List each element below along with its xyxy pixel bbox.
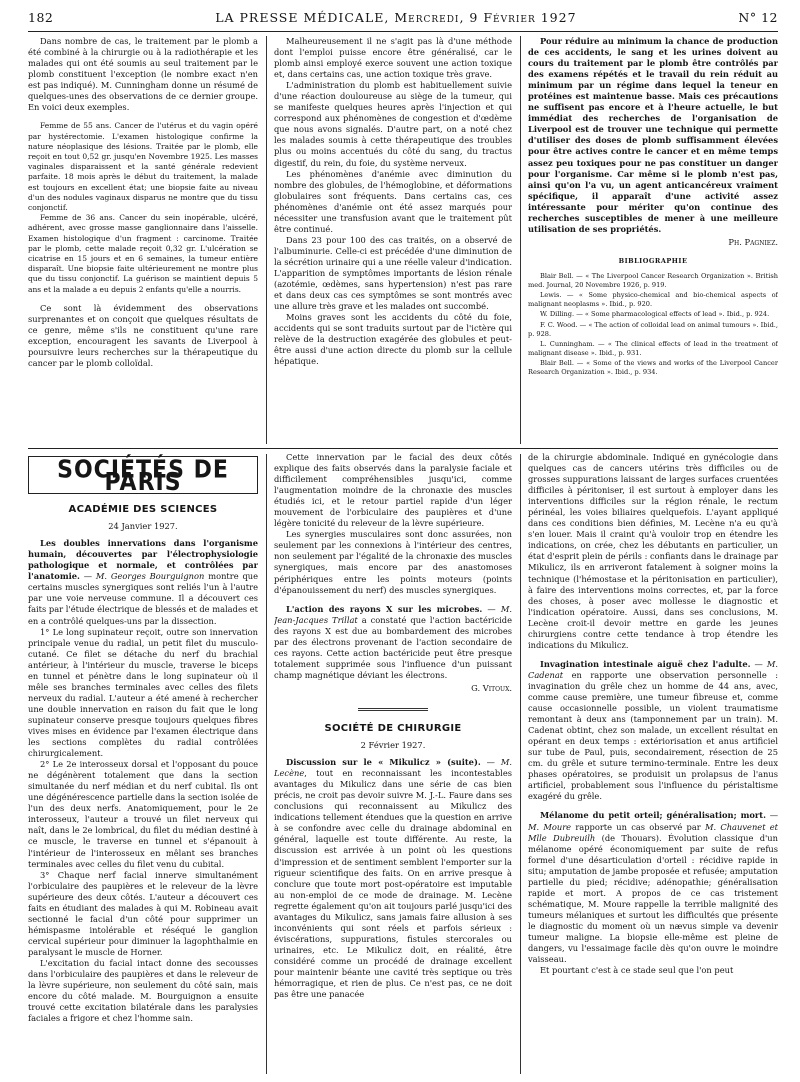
communication-text: , tout en reconnaissant les incontestables avantages du Mikulicz dans une série de cas bien précis, ne croit pas devoir suivre M. J.-L. Faure dans ses conclusions qui reconnaissent au Mikulicz des indications tellement étendues que la question en arrive à se confondre avec celle du drainage abdominal en général, laquelle est toute différente. Au reste, la discussion est arrivée à un point où les questions d'impression et de sentiment semblent l'emporter sur la rigueur scientifique des faits. On en arrive presque à conclure que toute mort post-opératoire est imputable au non-emploi de ce mode de drainage. M. Lecène regrette également qu'on ait toujours parlé jusqu'ici des avantages du Mikulicz, sans jamais faire allusion à ses inconvénients qui sont réels et parfois sérieux : éviscérations, suppurations, fistules stercorales ou urinaires, etc. Le Mikulicz doit, en réalité, être considéré comme un procédé de drainage excellent pour maintenir béante une cavité très septique ou très hémorragique, et rien de plus. Ce n'est pas, ce ne doit pas être une panacée bbox=[274, 768, 512, 1000]
page-number: 182 bbox=[28, 10, 54, 25]
column-rule bbox=[520, 36, 521, 444]
column-rule bbox=[520, 454, 521, 1074]
bibliography-entry: W. Dilling. — « Some pharmacological effects of lead ». Ibid., p. 924. bbox=[540, 310, 770, 319]
communication-author: M. Jean-Jacques Trillat bbox=[274, 603, 512, 625]
communication-author: M. Cadenat bbox=[528, 658, 778, 680]
societes-column-1: SOCIÉTÉS DE PARIS ACADÉMIE DES SCIENCES 24 Janvier 1927. Les doubles innervations dans l'organisme humain, découvertes par l'électrophysiologie pathologique et normale, et contrôlées par l'anatomie. — M. Georges Bourguignon montre que certains muscles synergiques sont reliés l'un à l'autre par une voie nerveuse commune. Il a découvert ces faits par l'étude électrique de blessés et de malades et en a contrôlé quelques-uns par la dissection. 1° Le long supinateur reçoit, outre son innervation principale venue du radial, un petit filet du musculo-cutané. Ce filet se détache du nerf du brachial antérieur, à l'intérieur du muscle, traverse le biceps en tunnel et pénètre dans le long supinateur où il mêle ses branches terminales avec celles des filets nerveux du radial. L'auteur a été amené à rechercher une double innervation en raison du fait que le long supinateur conserve presque toujours quelques fibres vives mises en évidence par l'examen électrique dans les sections complètes du radial contrôlées chirurgicalement. 2° Le 2e interosseux dorsal et l'opposant du pouce ne dégénèrent totalement que dans la section simultanée du nerf médian et du nerf cubital. Ils ont une dégénérescence partielle dans la section isolée de l'un des deux nerfs. Anatomiquement, pour le 2e interosseux, l'auteur a trouvé un filet nerveux qui naît, dans le 2e lombrical, du filet du médian destiné à ce muscle, le traverse en tunnel et s'épanouit à l'intérieur de l'interosseux en mêlant ses branches terminales avec celles du filet venu du cubital. 3° Chaque nerf facial innerve simultanément l'orbiculaire des paupières et le releveur de la lèvre supérieure des deux côtés. L'auteur a découvert ces faits en étudiant des malades à qui M. Robineau avait sectionné le facial d'un côté pour supprimer un hémispasme intolérable et réséqué le ganglion cervical supérieur pour diminuer la lagophthalmie en paralysant le muscle de Horner. L'excitation du facial intact donne des secousses dans l'orbiculaire des paupières et dans le releveur de la lèvre supérieure, non seulement du côté sain, mais encore du côté malade. M. Bourguignon a ensuite trouvé cette excitation bilatérale dans les paralysies faciales a frigore et chez l'homme sain. bbox=[28, 455, 258, 1024]
communication-author: M. Moure bbox=[528, 821, 572, 832]
column-rule bbox=[266, 454, 267, 1074]
header-rule bbox=[28, 31, 778, 32]
article-paragraph: Dans 23 pour 100 des cas traités, on a observé de l'albuminurie. Celle-ci est précédée d'une diminution de la sécrétion urinaire qui a une réelle valeur d'indication. L'apparition de symptômes importants de lésion rénale (azotémie, œdèmes, sans hypertension) n'est pas rare et dans deux cas ces symptômes se sont montrés avec une allure très grave et les malades ont succombé. bbox=[274, 234, 512, 312]
communication-title: Mélanome du petit orteil; généralisation; mort. bbox=[540, 810, 766, 821]
bibliography-entry: Lewis. — « Some physico-chemical and bio-chemical aspects of malignant neoplasms ». Ibid., p. 920. bbox=[528, 291, 778, 308]
communication-title: Discussion sur le « Mikulicz » (suite). bbox=[286, 757, 481, 768]
article-paragraph: Malheureusement il ne s'agit pas là d'une méthode dont l'emploi puisse encore être généralisé, car le plomb ainsi employé exerce souvent une action toxique et, dans certains cas, une action toxique très grave. bbox=[274, 36, 512, 80]
article-paragraph: de la chirurgie abdominale. Indiqué en gynécologie dans quelques cas de cancers utérins très difficiles ou de grosses suppurations laissant de larges surfaces cruentées difficiles à péritoniser, il est surtout à employer dans les interventions difficiles sur la région rénale, le rectum périnéal, les voies biliaires quelquefois. L'ayant appliqué dans ces conditions bien définies, M. Lecène n'a eu qu'à s'en louer. Mais il craint qu'à vouloir trop en étendre les indications, on crée, chez les débutants en particulier, un état d'esprit plein de périls : confiants dans le drainage par Mikulicz, ils en arriveront fatalement à soigner moins la technique (l'hémostase et la péritonisation en particulier), à faire des interventions moins correctes, et, par la force des choses, à poser avec mollesse le diagnostic et l'indication opératoire. Aussi, dans ses conclusions, M. Lecène croit-il devoir mettre en garde les jeunes chirurgiens contre cette tendance à trop étendre les indications du Mikulicz. bbox=[528, 452, 778, 650]
article-paragraph: 2° Le 2e interosseux dorsal et l'opposant du pouce ne dégénèrent totalement que dans la section simultanée du nerf médian et du nerf cubital. Ils ont une dégénérescence partielle dans la section isolée de l'un des deux nerfs. Anatomiquement, pour le 2e interosseux, l'auteur a trouvé un filet nerveux qui naît, dans le 2e lombrical, du filet du médian destiné à ce muscle, le traverse en tunnel et s'épanouit à l'intérieur de l'interosseux en mêlant ses branches terminales avec celles du filet venu du cubital. bbox=[28, 759, 258, 869]
session-date: 24 Janvier 1927. bbox=[108, 521, 178, 532]
bibliography-entry: Blair Bell. — « The Liverpool Cancer Research Organization ». British med. Journal, 20 Novembre 1926, p. 919. bbox=[528, 271, 778, 289]
article-paragraph: Les phénomènes d'anémie avec diminution du nombre des globules, de l'hémoglobine, et déformations globulaires sont fréquents. Dans certains cas, ces phénomènes d'anémie ont été assez marqués pour nécessiter une transfusion avant que le traitement pût être continué. bbox=[274, 168, 512, 234]
communication-author: M. Lecène bbox=[274, 757, 512, 779]
bibliography-heading: BIBLIOGRAPHIE bbox=[618, 256, 688, 265]
case-report: Femme de 55 ans. Cancer de l'utérus et du vagin opéré par hystérectomie. L'examen histologique confirme la nature néoplasique des lésions. Traitée par le plomb, elle reçoit en tout 0,52 gr. jusqu'en Novembre 1925. Les masses vaginales disparaissent et la santé générale redevient parfaite. 18 mois après le début du traitement, la malade est toujours en excellent état; une biopsie faite au niveau d'un des nodules vaginaux disparus ne montre que du tissu conjonctif. bbox=[28, 121, 258, 212]
section-rule bbox=[28, 448, 778, 449]
communication-title: Les doubles innervations dans l'organisme humain, découvertes par l'électrophysiologie pathologique et normale, et contrôlées par l'anatomie. bbox=[28, 538, 258, 582]
issue-number: N° 12 bbox=[738, 10, 778, 25]
top-column-2 bbox=[274, 36, 512, 446]
top-column-3 bbox=[528, 36, 778, 446]
article-paragraph: Et pourtant c'est à ce stade seul que l'on peut bbox=[540, 965, 734, 976]
article-paragraph: L'excitation du facial intact donne des secousses dans l'orbiculaire des paupières et dans le releveur de la lèvre supérieure, non seulement du côté sain, mais encore du côté malade. M. Bourguignon a ensuite trouvé cette excitation bilatérale dans les paralysies faciales a frigore et chez l'homme sain. bbox=[28, 957, 258, 1024]
article-paragraph: 1° Le long supinateur reçoit, outre son innervation principale venue du radial, un petit filet du musculo-cutané. Ce filet se détache du nerf du brachial antérieur, à l'intérieur du muscle, traverse le biceps en tunnel et pénètre dans le long supinateur où il mêle ses branches terminales avec celles des filets nerveux du radial. L'auteur a été amené à rechercher une double innervation en raison du fait que le long supinateur conserve presque toujours quelques fibres vives mises en évidence par l'examen électrique dans les sections complètes du radial contrôlées chirurgicalement. bbox=[28, 626, 258, 759]
section-title-box bbox=[28, 455, 258, 497]
societes-column-3: de la chirurgie abdominale. Indiqué en gynécologie dans quelques cas de cancers utérins très difficiles ou de grosses suppurations laissant de larges surfaces cruentées difficiles à péritoniser, il est surtout à employer dans les interventions difficiles sur la région rénale, le rectum périnéal, les voies biliaires quelquefois. L'ayant appliqué dans ces conditions bien définies, M. Lecène n'a eu qu'à s'en louer. Mais il craint qu'à vouloir trop en étendre les indications, on crée, chez les débutants en particulier, un état d'esprit plein de périls : confiants dans le drainage par Mikulicz, ils en arriveront fatalement à soigner moins la technique (l'hémostase et la péritonisation en particulier), à faire des interventions moins correctes, et, par la force des choses, à poser avec mollesse le diagnostic et l'indication opératoire. Aussi, dans ses conclusions, M. Lecène croit-il devoir mettre en garde les jeunes chirurgiens contre cette tendance à trop étendre les indications du Mikulicz. Invagination intestinale aiguë chez l'adulte. — M. Cadenat en rapporte une observation personnelle : invagination du grêle chez un homme de 44 ans, avec, comme cause première, une tumeur fibreuse et, comme cause occasionnelle possible, un violent traumatisme remontant à deux ans (tamponnement par un train). M. Cadenat obtint, chez son malade, un excellent résultat en opérant en deux temps : extériorisation et anus artificiel sur tube de Paul, puis, secondairement, résection de 25 cm. du grêle et suture termino-terminale. Entre les deux phases opératoires, se produisit un prolapsus de l'anus artificiel, probablement sous l'influence du péristaltisme exagéré du grêle. Mélanome du petit orteil; généralisation; mort. — M. Moure rapporte un cas observé par M. Chauvenet et Mlle Dubreuilh (de Thouars). Évolution classique d'un mélanome opéré économiquement par suite de refus formel d'une désarticulation d'orteil : récidive rapide in situ; amputation de jambe proposée et refusée; amputation partielle du pied; récidive; adénopathie; généralisation rapide et mort. A propos de ce cas tristement schématique, M. Moure rappelle la terrible malignité des tumeurs mélaniques et surtout les difficultés que présente le diagnostic du moment où un nævus simple va devenir tumeur maligne. La biopsie elle-même est pleine de dangers, vu l'essaimage facile dès qu'on ouvre le moindre vaisseau. Et pourtant c'est à ce stade seul que l'on peut bbox=[528, 452, 778, 976]
communication-title: Invagination intestinale aiguë chez l'adulte. bbox=[540, 658, 751, 669]
article-paragraph: Ce sont là évidemment des observations surprenantes et on conçoit que quelques résultats de ce genre, même s'ils ne constituent qu'une rare exception, encouragent les savants de Liverpool à poursuivre leurs recherches sur la thérapeutique du cancer par le plomb colloïdal. bbox=[28, 302, 258, 369]
societes-column-2: Cette innervation par le facial des deux côtés explique des faits observés dans la paralysie faciale et difficilement compréhensibles jusqu'ici, comme l'augmentation moindre de la chronaxie des muscles étudiés ici, et le retour partiel rapide d'un léger mouvement de l'orbiculaire des paupières et d'une légère tonicité du releveur de la lèvre supérieure. Les synergies musculaires sont donc assurées, non seulement par les connexions à l'intérieur des centres, non seulement par l'égalité de la chronaxie des muscles synergiques, mais encore par des anastomoses périphériques entre les points moteurs (points d'épanouissement du nerf) des muscles synergiques. L'action des rayons X sur les microbes. — M. Jean-Jacques Trillat a constaté que l'action bactéricide des rayons X est due au bombardement des microbes par des électrons provenant de l'action secondaire de ces rayons. Cette action bactéricide peut être presque totalement supprimée sous l'influence d'un puissant champ magnétique déviant les électrons. G. Vitoux. SOCIÉTÉ DE CHIRURGIE 2 Février 1927. Discussion sur le « Mikulicz » (suite). — M. Lecène, tout en reconnaissant les incontestables avantages du Mikulicz dans une série de cas bien précis, ne croit pas devoir suivre M. J.-L. Faure dans ses conclusions qui reconnaissent au Mikulicz des indications tellement étendues que la question en arrive à se confondre avec celle du drainage abdominal en général, laquelle est toute différente. Au reste, la discussion est arrivée à un point où les questions d'impression et de sentiment semblent l'emporter sur la rigueur scientifique des faits. On en arrive presque à conclure que toute mort post-opératoire est imputable au non-emploi de ce mode de drainage. M. Lecène regrette également qu'on ait toujours parlé jusqu'ici des avantages du Mikulicz, sans jamais faire allusion à ses inconvénients qui sont réels et parfois sérieux : éviscérations, suppurations, fistules stercorales ou urinaires, etc. Le Mikulicz doit, en réalité, être considéré comme un procédé de drainage excellent pour maintenir béante une cavité très septique ou très hémorragique, et rien de plus. Ce n'est pas, ce ne doit pas être une panacée bbox=[274, 452, 512, 1000]
case-report: Femme de 36 ans. Cancer du sein inopérable, ulcéré, adhérent, avec grosse masse ganglionnaire dans l'aisselle. Examen histologique d'un fragment : carcinome. Traitée par le plomb, cette malade reçoit 0,32 gr. L'ulcération se cicatrise en 15 jours et en 6 semaines, la tumeur entière disparaît. Une biopsie faite ultérieurement ne montre plus que du tissu conjonctif. La guérison se maintient depuis 5 ans et la malade a eu depuis 2 enfants qu'elle a nourris. bbox=[28, 213, 258, 294]
bibliography-entry: L. Cunningham. — « The clinical effects of lead in the treatment of malignant disease ». Ibid., p. 931. bbox=[528, 340, 778, 357]
journal-title: LA PRESSE MÉDICALE, Mercredi, 9 Février 1927 bbox=[215, 10, 577, 25]
article-paragraph: 3° Chaque nerf facial innerve simultanément l'orbiculaire des paupières et le releveur de la lèvre supérieure des deux côtés. L'auteur a découvert ces faits en étudiant des malades à qui M. Robineau avait sectionné le facial d'un côté pour supprimer un hémispasme intolérable et réséqué le ganglion cervical supérieur pour diminuer la lagophthalmie en paralysant le muscle de Horner. bbox=[28, 869, 258, 957]
society-heading: ACADÉMIE DES SCIENCES bbox=[68, 504, 218, 516]
article-paragraph: Dans nombre de cas, le traitement par le plomb a été combiné à la chirurgie ou à la radiothérapie et les malades qui ont été soumis au seul traitement par le plomb constituent l'exception (le nombre exact n'en est pas indiqué). M. Cunningham donne un résumé de quelques-unes des observations de ce dernier groupe. En voici deux exemples. bbox=[28, 36, 258, 113]
communication-author: M. Chauvenet et Mlle Dubreuilh bbox=[528, 821, 778, 843]
communication-text: en rapporte une observation personnelle : invagination du grêle chez un homme de 44 ans, avec, comme cause première, une tumeur fibreuse et, comme cause occasionnelle possible, un violent traumatisme remontant à deux ans (tamponnement par un train). M. Cadenat obtint, chez son malade, un excellent résultat en opérant en deux temps : extériorisation et anus artificiel sur tube de Paul, puis, secondairement, résection de 25 cm. du grêle et suture termino-terminale. Entre les deux phases opératoires, se produisit un prolapsus de l'anus artificiel, probablement sous l'influence du péristaltisme exagéré du grêle. bbox=[528, 669, 778, 802]
author-signature: Ph. Pagniez. bbox=[728, 236, 778, 247]
article-paragraph: Les synergies musculaires sont donc assurées, non seulement par les connexions à l'intérieur des centres, non seulement par l'égalité de la chronaxie des muscles synergiques, mais encore par des anastomoses périphériques entre les points moteurs (points d'épanouissement du nerf) des muscles synergiques. bbox=[274, 529, 512, 595]
section-title: SOCIÉTÉS DE PARIS bbox=[57, 455, 229, 497]
communication-title: L'action des rayons X sur les microbes. bbox=[286, 603, 483, 614]
separator-rule bbox=[358, 708, 428, 711]
communication-author: M. Georges Bourguignon bbox=[95, 571, 205, 582]
communication-text: a constaté que l'action bactéricide des rayons X est due au bombardement des microbes par des électrons provenant de l'action secondaire de ces rayons. Cette action bactéricide peut être presque totalement supprimée sous l'influence d'un puissant champ magnétique déviant les électrons. bbox=[274, 614, 512, 680]
article-paragraph: Cette innervation par le facial des deux côtés explique des faits observés dans la paralysie faciale et difficilement compréhensibles jusqu'ici, comme l'augmentation moindre de la chronaxie des muscles étudiés ici, et le retour partiel rapide d'un léger mouvement de l'orbiculaire des paupières et d'une légère tonicité du releveur de la lèvre supérieure. bbox=[274, 452, 512, 529]
column-rule bbox=[266, 36, 267, 444]
bibliography-entry: Blair Bell. — « Some of the views and works of the Liverpool Cancer Research Organization ». Ibid., p. 934. bbox=[528, 359, 778, 376]
communication-text: montre que certains muscles synergiques sont reliés l'un à l'autre par une voie nerveuse commune. Il a découvert ces faits par l'étude électrique de blessés et de malades et en a contrôlé quelques-uns par la dissection. bbox=[28, 571, 258, 626]
article-paragraph: L'administration du plomb est habituellement suivie d'une réaction douloureuse au siège de la tumeur, qui se manifeste quelques heures après l'injection et qui correspond aux phénomènes de congestion et d'œdème que nous avons signalés. D'autre part, on a noté chez les malades soumis à cette thérapeutique des troubles plus ou moins accentués du côté du sang, du tractus digestif, du rein, du foie, du système nerveux. bbox=[274, 80, 512, 168]
article-paragraph: Moins graves sont les accidents du côté du foie, accidents qui se sont traduits surtout par de l'ictère qui relève de la destruction exagérée des globules et peut-être aussi d'une action directe du plomb sur la cellule hépatique. bbox=[274, 312, 512, 367]
article-paragraph-bold: Pour réduire au minimum la chance de production de ces accidents, le sang et les urines doivent au cours du traitement par le plomb être contrôlés par des examens répétés et le travail du rein réduit au minimum par un régime dans lequel la teneur en protéines est maintenue basse. Mais ces précautions ne suffisent pas encore et à l'heure actuelle, le but immédiat des recherches de l'organisation de Liverpool est de trouver une technique qui permette d'utiliser des doses de plomb suffisamment élevées pour être actives contre le cancer et en même temps assez peu toxiques pour ne pas constituer un danger pour l'organisme. Car même si le plomb n'est pas, ainsi qu'on l'a vu, un agent anticancéreux vraiment spécifique, il apparaît d'une activité assez intéressante pour mériter qu'on continue des recherches susceptibles de mener à une meilleure utilisation de ses propriétés. bbox=[528, 36, 778, 234]
bibliography-entry: F. C. Wood. — « The action of colloidal lead on animal tumours ». Ibid., p. 928. bbox=[528, 320, 778, 338]
communication-text: (de Thouars). Évolution classique d'un mélanome opéré économiquement par suite de refus formel d'une désarticulation d'orteil : récidive rapide in situ; amputation de jambe proposée et refusée; amputation partielle du pied; récidive; adénopathie; généralisation rapide et mort. A propos de ce cas tristement schématique, M. Moure rappelle la terrible malignité des tumeurs mélaniques et surtout les difficultés que présente le diagnostic du moment où un nævus simple va devenir tumeur maligne. La biopsie elle-même est pleine de dangers, vu l'essaimage facile dès qu'on ouvre le moindre vaisseau. bbox=[528, 832, 778, 965]
author-signature: G. Vitoux. bbox=[471, 682, 512, 693]
communication-text: rapporte un cas observé par bbox=[575, 821, 701, 832]
running-header bbox=[28, 10, 778, 28]
session-date: 2 Février 1927. bbox=[360, 740, 426, 751]
top-column-1 bbox=[28, 36, 258, 446]
society-heading: SOCIÉTÉ DE CHIRURGIE bbox=[324, 722, 462, 734]
